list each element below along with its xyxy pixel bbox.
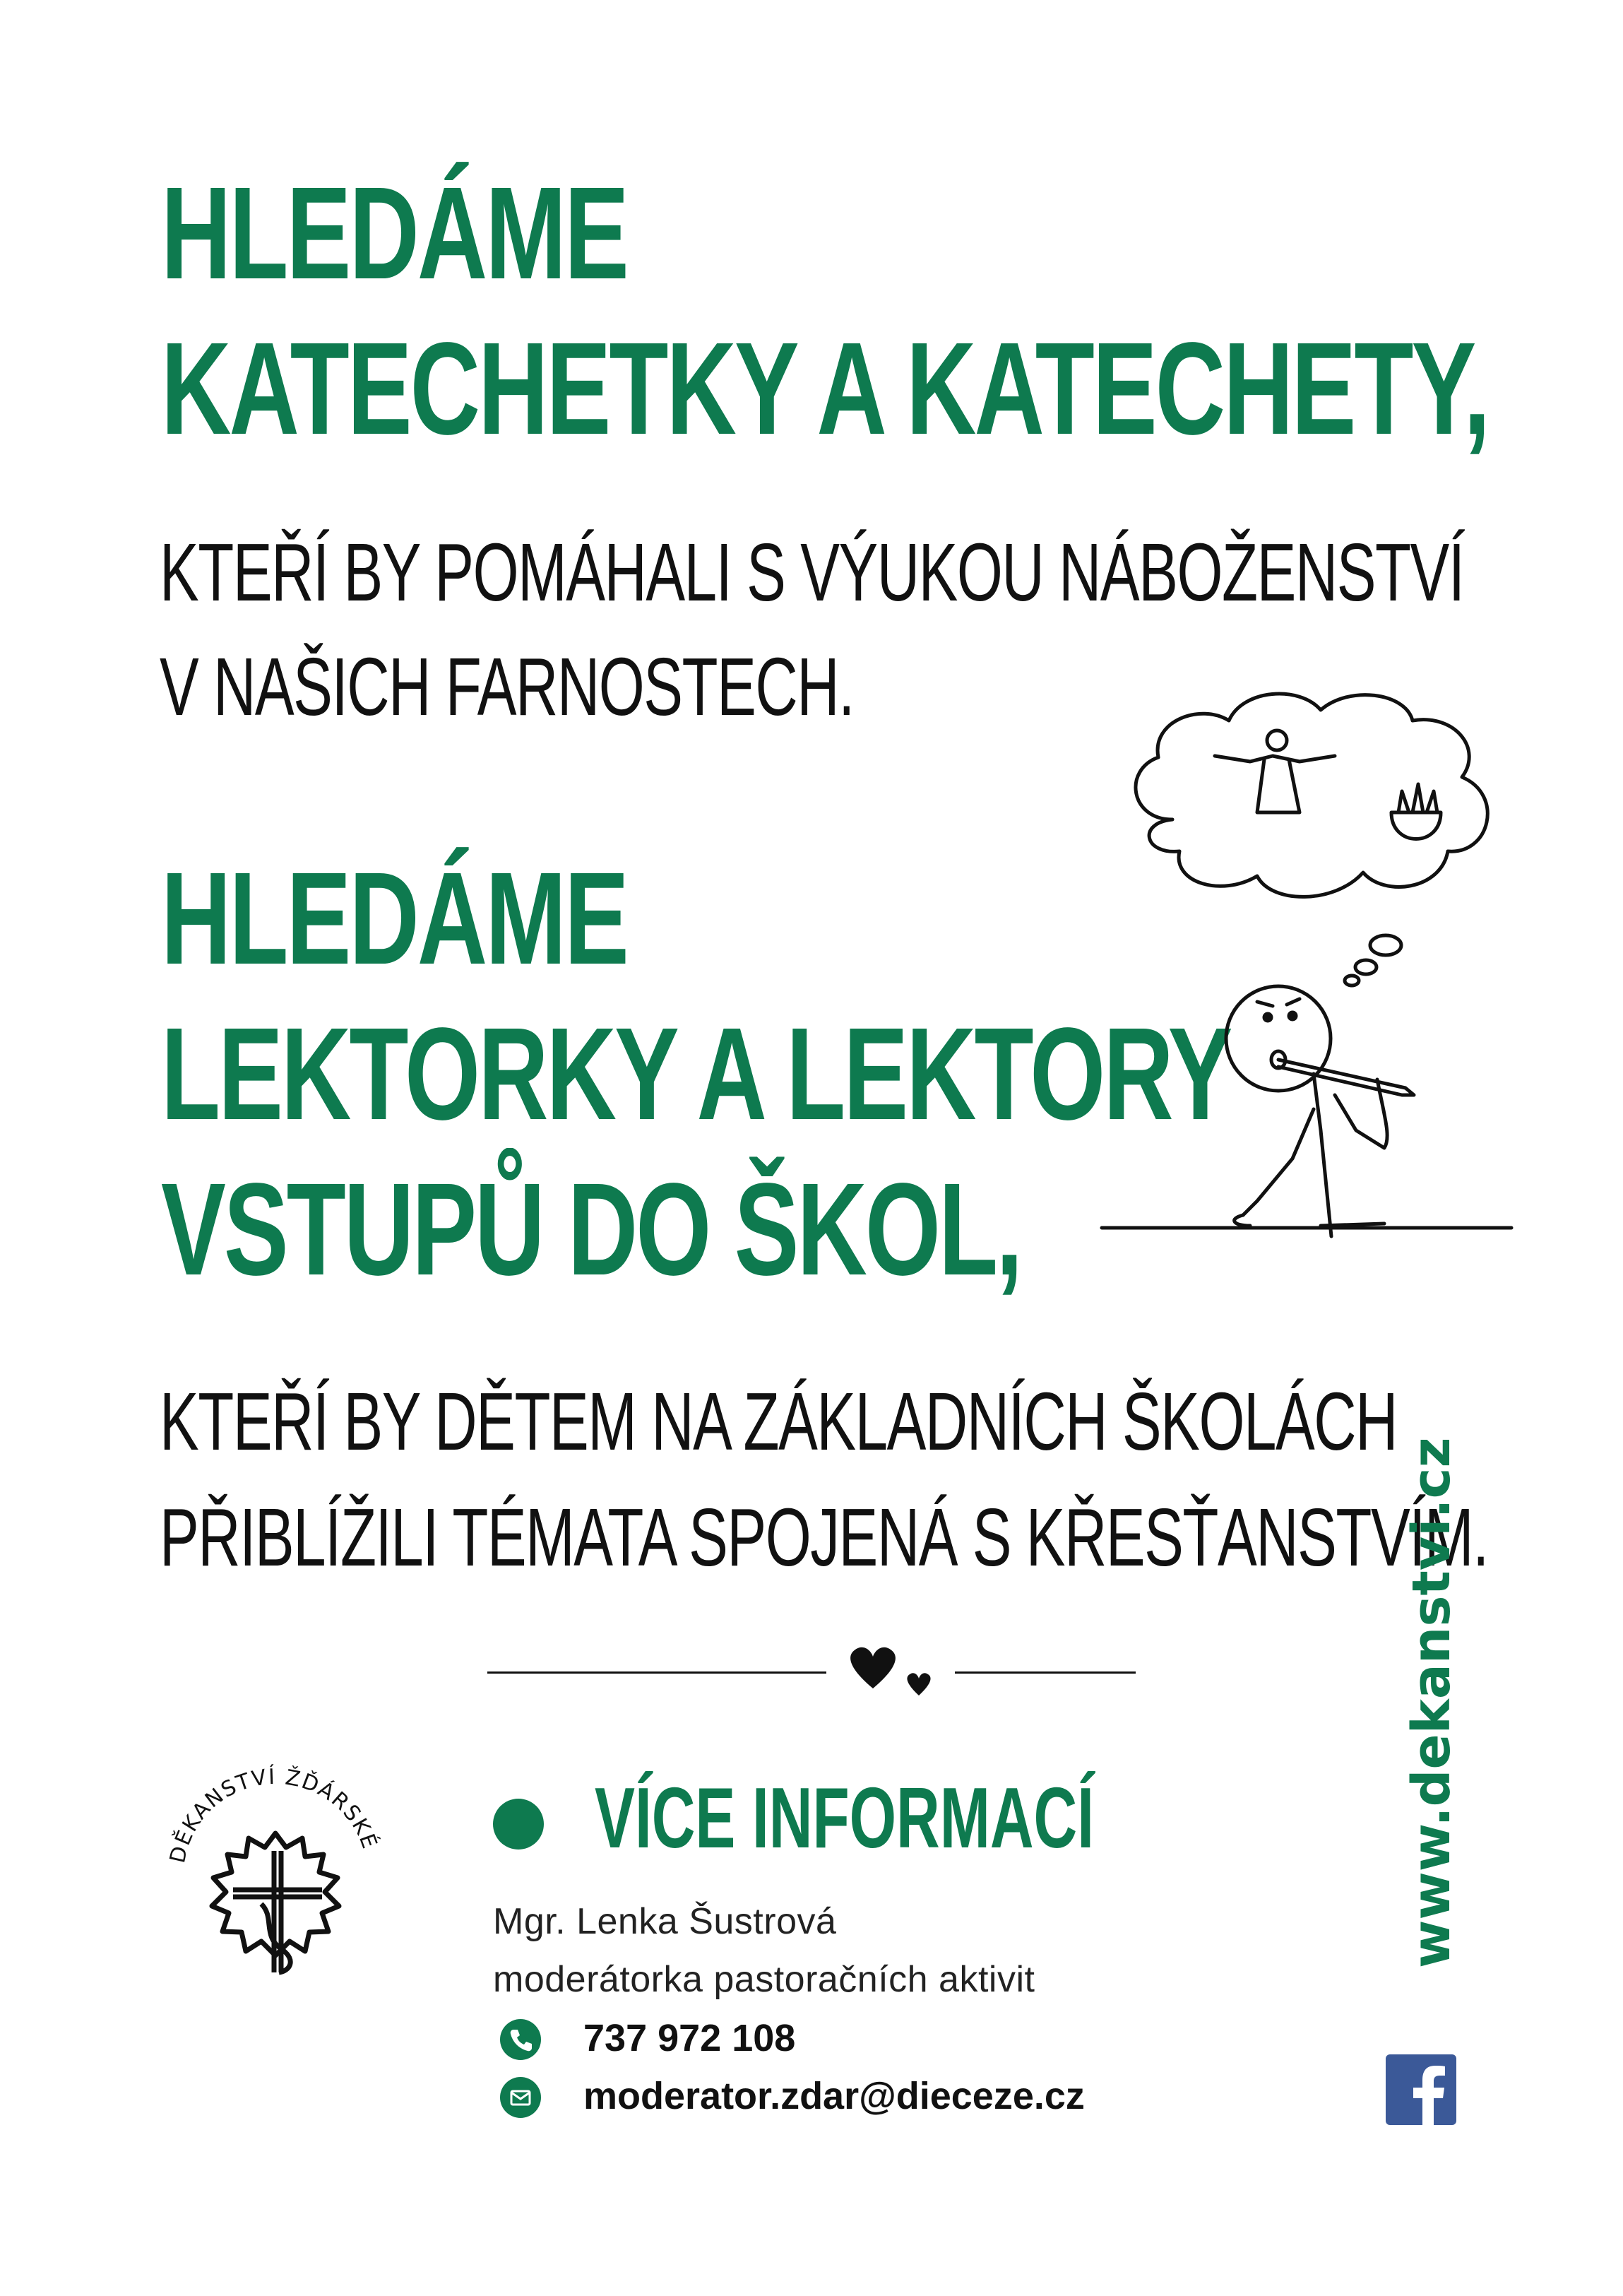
heading-1-line-2: KATECHETKY A KATECHETY,: [161, 316, 1489, 462]
svg-text:DĚKANSTVÍ ŽĎÁRSKÉ: DĚKANSTVÍ ŽĎÁRSKÉ: [165, 1764, 383, 1866]
website-url[interactable]: www.dekanstvi.cz: [1401, 1437, 1462, 1968]
divider-right: [955, 1671, 1136, 1674]
bullet-dot: [493, 1799, 544, 1850]
subtext-2-line-2: PŘIBLÍŽILI TÉMATA SPOJENÁ S KŘESŤANSTVÍM.: [160, 1491, 1488, 1583]
contact-role: moderátorka pastoračních aktivit: [493, 1959, 1035, 2000]
contact-phone[interactable]: 737 972 108: [583, 2017, 796, 2059]
more-info-title: VÍCE INFORMACÍ: [595, 1770, 1094, 1866]
subtext-1-line-2: V NAŠICH FARNOSTECH.: [160, 641, 854, 733]
divider-left: [487, 1671, 826, 1674]
heart-icon: [845, 1639, 941, 1703]
heading-2-line-3: VSTUPŮ DO ŠKOL,: [161, 1156, 1021, 1303]
heading-1: [161, 160, 1623, 462]
mail-icon: [500, 2077, 541, 2118]
contact-email[interactable]: moderator.zdar@dieceze.cz: [583, 2075, 1085, 2117]
phone-icon: [500, 2019, 541, 2060]
deanery-logo: [155, 1752, 396, 2006]
heading-2-line-2: LEKTORKY A LEKTORY: [161, 1001, 1231, 1147]
heading-1-line-1: HLEDÁME: [161, 160, 627, 307]
contact-name: Mgr. Lenka Šustrová: [493, 1901, 837, 1942]
heading-2-line-1: HLEDÁME: [161, 846, 627, 992]
subtext-1-line-1: KTEŘÍ BY POMÁHALI S VÝUKOU NÁBOŽENSTVÍ: [160, 526, 1464, 618]
thinking-figure-illustration: [1088, 678, 1526, 1265]
facebook-icon[interactable]: [1386, 2054, 1456, 2125]
subtext-2-line-1: KTEŘÍ BY DĚTEM NA ZÁKLADNÍCH ŠKOLÁCH: [160, 1375, 1397, 1467]
